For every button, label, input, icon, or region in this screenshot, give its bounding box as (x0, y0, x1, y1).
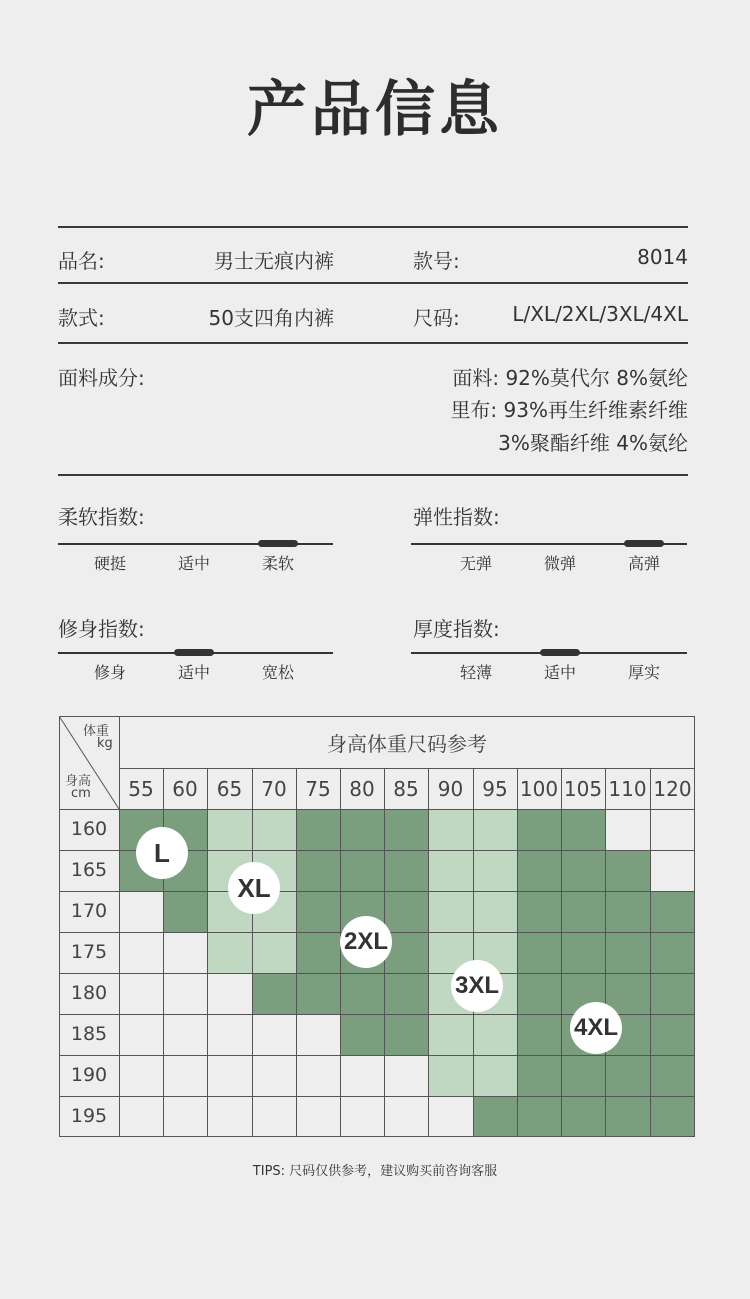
product-code-value: 8014 (637, 245, 688, 269)
size-cell (517, 1014, 561, 1055)
grid-line (59, 809, 695, 810)
size-cell (296, 1096, 340, 1137)
corner-weight-unit: kg (97, 736, 113, 751)
height-label: 165 (70, 859, 108, 881)
grid-line (252, 768, 253, 809)
index-label: 柔软指数: (58, 505, 145, 529)
style-value: 50支四角内裤 (208, 306, 334, 330)
size-cell (650, 1014, 695, 1055)
size-cell (340, 809, 384, 850)
size-cell (340, 1014, 384, 1055)
grid-line (59, 891, 695, 892)
size-cell (296, 1014, 340, 1055)
weight-header: 75 (305, 777, 331, 801)
size-cell (561, 1055, 605, 1096)
index-tick-label: 轻薄 (459, 663, 492, 682)
corner-height-label: 身高 (65, 774, 92, 789)
grid-line (384, 768, 385, 809)
size-cell (517, 973, 561, 1014)
size-cell (605, 1055, 650, 1096)
size-zone-label: L (136, 827, 188, 879)
grid-line (207, 768, 208, 809)
size-cell (517, 891, 561, 932)
size-cell (428, 1014, 473, 1055)
size-label: 尺码: (413, 306, 460, 330)
grid-line (694, 716, 695, 1137)
size-cell (163, 1096, 207, 1137)
size-cell (473, 809, 517, 850)
size-cell (340, 1055, 384, 1096)
weight-header: 120 (653, 777, 692, 801)
grid-line (296, 768, 297, 809)
index-scale-marker (174, 649, 214, 656)
divider (58, 474, 688, 476)
size-cell (605, 850, 650, 891)
grid-line (252, 809, 253, 1137)
size-cell (340, 973, 384, 1014)
weight-header: 80 (349, 777, 375, 801)
fabric-line: 面料: 92%莫代尔 8%氨纶 (452, 366, 688, 390)
size-cell (561, 932, 605, 973)
style-label: 款式: (58, 306, 105, 330)
weight-header: 70 (261, 777, 287, 801)
size-value: L/XL/2XL/3XL/4XL (512, 302, 688, 326)
size-cell (119, 891, 163, 932)
size-cell (119, 1055, 163, 1096)
size-cell (428, 1055, 473, 1096)
height-label: 175 (70, 941, 108, 963)
size-cell (119, 1014, 163, 1055)
height-label: 185 (70, 1023, 108, 1045)
size-cell (650, 973, 695, 1014)
size-cell (296, 1055, 340, 1096)
size-cell (605, 932, 650, 973)
grid-line (59, 1055, 695, 1056)
size-cell (207, 1014, 252, 1055)
size-cell (163, 932, 207, 973)
grid-line (340, 809, 341, 1137)
grid-line (650, 768, 651, 809)
size-cell (207, 932, 252, 973)
size-cell (296, 850, 340, 891)
fabric-label: 面料成分: (58, 366, 145, 390)
index-label: 修身指数: (58, 617, 145, 641)
size-cell (517, 1055, 561, 1096)
size-cell (340, 850, 384, 891)
weight-header: 105 (563, 777, 603, 801)
size-cell (561, 1096, 605, 1137)
size-cell (296, 809, 340, 850)
size-cell (252, 932, 296, 973)
size-cell (252, 809, 296, 850)
grid-line (384, 809, 385, 1137)
grid-line (59, 716, 695, 717)
grid-line (428, 809, 429, 1137)
size-cell (428, 850, 473, 891)
index-scale-marker (624, 540, 664, 547)
size-cell (119, 973, 163, 1014)
size-cell (252, 1096, 296, 1137)
size-cell (296, 932, 340, 973)
size-cell (207, 809, 252, 850)
size-cell (296, 973, 340, 1014)
index-scale-marker (258, 540, 298, 547)
size-cell (605, 1096, 650, 1137)
size-cell (650, 1096, 695, 1137)
height-label: 195 (70, 1105, 108, 1127)
grid-line (561, 768, 562, 809)
divider (58, 342, 688, 344)
size-cell (650, 932, 695, 973)
grid-line (59, 1096, 695, 1097)
size-cell (517, 932, 561, 973)
grid-line (605, 809, 606, 1137)
size-cell (252, 1014, 296, 1055)
size-cell (163, 973, 207, 1014)
divider (58, 226, 688, 228)
corner-weight-label: 体重 (83, 724, 110, 739)
size-cell (252, 973, 296, 1014)
weight-header: 95 (482, 777, 508, 801)
size-chart-title: 身高体重尺码参考 (327, 731, 487, 756)
size-cell (428, 1096, 473, 1137)
size-cell (384, 1096, 428, 1137)
grid-line (207, 809, 208, 1137)
size-cell (517, 1096, 561, 1137)
grid-line (650, 809, 651, 1137)
index-label: 厚度指数: (413, 617, 500, 641)
size-cell (561, 809, 605, 850)
grid-line (163, 768, 164, 809)
size-cell (384, 973, 428, 1014)
fabric-line: 3%聚酯纤维 4%氨纶 (498, 431, 688, 455)
size-cell (119, 1096, 163, 1137)
height-label: 190 (70, 1064, 108, 1086)
height-label: 160 (70, 818, 108, 840)
size-cell (207, 973, 252, 1014)
size-cell (428, 809, 473, 850)
index-tick-label: 无弹 (459, 554, 492, 573)
size-cell (384, 891, 428, 932)
index-tick-label: 柔软 (261, 554, 294, 573)
size-cell (119, 932, 163, 973)
size-cell (252, 1055, 296, 1096)
product-code-label: 款号: (413, 249, 460, 273)
size-cell (340, 1096, 384, 1137)
grid-line (428, 768, 429, 809)
page-title: 产品信息 (247, 75, 503, 145)
weight-header: 65 (216, 777, 243, 801)
height-label: 180 (70, 982, 108, 1004)
product-name-label: 品名: (58, 249, 105, 273)
corner-height-unit: cm (71, 786, 91, 801)
index-tick-label: 适中 (177, 663, 210, 682)
grid-line (119, 768, 695, 769)
grid-line (59, 716, 60, 1137)
size-cell (561, 850, 605, 891)
size-cell (473, 1055, 517, 1096)
weight-header: 90 (437, 777, 464, 801)
size-cell (163, 1014, 207, 1055)
tips-text: TIPS: 尺码仅供参考，建议购买前咨询客服 (252, 1164, 498, 1179)
size-cell (605, 891, 650, 932)
size-chart-table (59, 716, 695, 1137)
size-cell (384, 850, 428, 891)
size-cell (384, 1055, 428, 1096)
index-tick-label: 适中 (543, 663, 576, 682)
size-cell (650, 850, 695, 891)
size-cell (296, 891, 340, 932)
weight-header: 110 (608, 777, 647, 801)
size-cell (207, 1055, 252, 1096)
grid-line (517, 768, 518, 809)
grid-line (296, 809, 297, 1137)
grid-line (119, 716, 120, 1137)
index-tick-label: 硬挺 (93, 554, 126, 573)
grid-line (561, 809, 562, 1137)
index-tick-label: 修身 (93, 663, 126, 682)
size-cell (473, 850, 517, 891)
size-zone-label: 3XL (451, 960, 503, 1012)
grid-line (340, 768, 341, 809)
grid-line (473, 768, 474, 809)
size-cell (650, 809, 695, 850)
size-cell (517, 850, 561, 891)
divider (58, 282, 688, 284)
size-cell (517, 809, 561, 850)
size-cell (163, 1055, 207, 1096)
weight-header: 60 (172, 777, 198, 801)
index-tick-label: 适中 (177, 554, 210, 573)
size-cell (473, 1096, 517, 1137)
product-name-value: 男士无痕内裤 (214, 249, 334, 273)
index-tick-label: 厚实 (627, 663, 660, 682)
grid-line (59, 1136, 695, 1137)
size-cell (428, 891, 473, 932)
weight-header: 100 (519, 777, 559, 801)
grid-line (517, 809, 518, 1137)
size-cell (384, 809, 428, 850)
grid-line (59, 973, 695, 974)
index-label: 弹性指数: (413, 505, 500, 529)
size-cell (163, 891, 207, 932)
height-label: 170 (70, 900, 108, 922)
size-cell (384, 1014, 428, 1055)
fabric-line: 里布: 93%再生纤维素纤维 (450, 398, 688, 422)
index-tick-label: 高弹 (627, 554, 660, 573)
index-tick-label: 宽松 (261, 663, 294, 682)
size-zone-label: 4XL (570, 1002, 622, 1054)
index-tick-label: 微弹 (543, 554, 576, 573)
size-cell (473, 891, 517, 932)
size-cell (207, 1096, 252, 1137)
grid-line (605, 768, 606, 809)
size-cell (473, 1014, 517, 1055)
index-scale-marker (540, 649, 580, 656)
size-zone-label: XL (228, 862, 280, 914)
size-cell (605, 809, 650, 850)
size-cell (561, 891, 605, 932)
size-cell (650, 1055, 695, 1096)
size-cell (650, 891, 695, 932)
weight-header: 55 (128, 777, 154, 801)
weight-header: 85 (393, 777, 419, 801)
size-zone-label: 2XL (340, 916, 392, 968)
